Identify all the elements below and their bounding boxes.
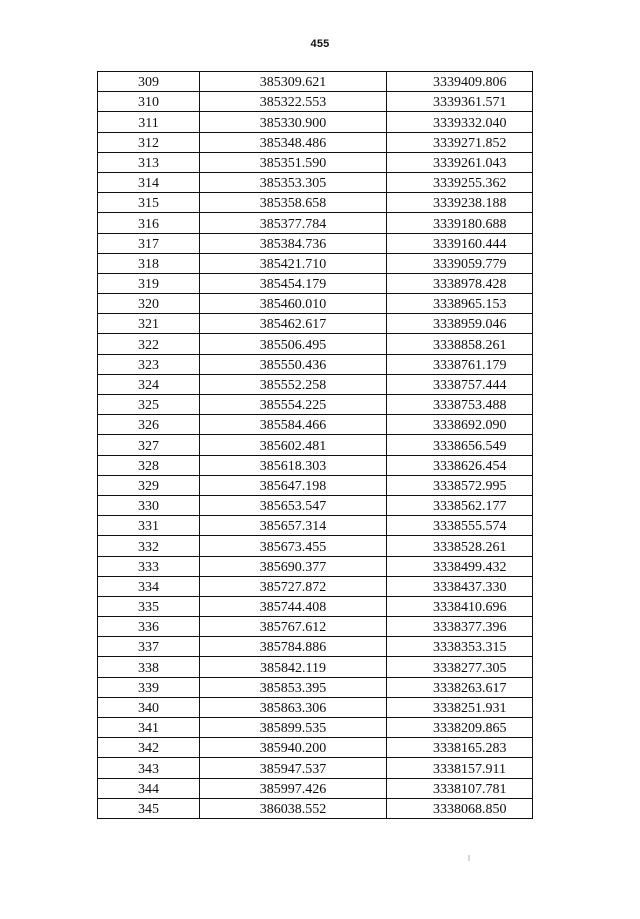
point-number-cell: 311 <box>98 112 200 132</box>
x-coordinate-cell: 385454.179 <box>200 273 387 293</box>
table-row <box>98 253 533 273</box>
x-coordinate-cell: 385899.535 <box>200 718 387 738</box>
x-coordinate-cell: 385744.408 <box>200 596 387 616</box>
y-coordinate-cell: 3338959.046 <box>387 314 533 334</box>
table-row <box>98 556 533 576</box>
point-number-cell: 335 <box>98 596 200 616</box>
table-row <box>98 637 533 657</box>
table-row <box>98 455 533 475</box>
x-coordinate-cell: 385506.495 <box>200 334 387 354</box>
point-number-cell: 326 <box>98 415 200 435</box>
table-row <box>98 132 533 152</box>
table-row <box>98 596 533 616</box>
table-row <box>98 374 533 394</box>
x-coordinate-cell: 385330.900 <box>200 112 387 132</box>
x-coordinate-cell: 385554.225 <box>200 395 387 415</box>
table-row <box>98 657 533 677</box>
y-coordinate-cell: 3338757.444 <box>387 374 533 394</box>
table-row <box>98 273 533 293</box>
y-coordinate-cell: 3338528.261 <box>387 536 533 556</box>
x-coordinate-cell: 385421.710 <box>200 253 387 273</box>
y-coordinate-cell: 3338499.432 <box>387 556 533 576</box>
y-coordinate-cell: 3339261.043 <box>387 152 533 172</box>
table-row <box>98 152 533 172</box>
point-number-cell: 330 <box>98 495 200 515</box>
y-coordinate-cell: 3338656.549 <box>387 435 533 455</box>
point-number-cell: 320 <box>98 294 200 314</box>
x-coordinate-cell: 385947.537 <box>200 758 387 778</box>
y-coordinate-cell: 3338858.261 <box>387 334 533 354</box>
table-row <box>98 738 533 758</box>
table-row <box>98 112 533 132</box>
table-row <box>98 395 533 415</box>
point-number-cell: 325 <box>98 395 200 415</box>
table-row <box>98 72 533 92</box>
x-coordinate-cell: 385653.547 <box>200 495 387 515</box>
scan-mark <box>468 855 470 861</box>
x-coordinate-cell: 385377.784 <box>200 213 387 233</box>
x-coordinate-cell: 385784.886 <box>200 637 387 657</box>
x-coordinate-cell: 385727.872 <box>200 576 387 596</box>
y-coordinate-cell: 3338761.179 <box>387 354 533 374</box>
table-row <box>98 718 533 738</box>
point-number-cell: 328 <box>98 455 200 475</box>
y-coordinate-cell: 3338353.315 <box>387 637 533 657</box>
point-number-cell: 329 <box>98 475 200 495</box>
x-coordinate-cell: 385584.466 <box>200 415 387 435</box>
y-coordinate-cell: 3339160.444 <box>387 233 533 253</box>
table-row <box>98 233 533 253</box>
table-row <box>98 172 533 192</box>
table-row <box>98 193 533 213</box>
x-coordinate-cell: 385348.486 <box>200 132 387 152</box>
y-coordinate-cell: 3338209.865 <box>387 718 533 738</box>
y-coordinate-cell: 3338626.454 <box>387 455 533 475</box>
table-row <box>98 435 533 455</box>
x-coordinate-cell: 385842.119 <box>200 657 387 677</box>
x-coordinate-cell: 385657.314 <box>200 516 387 536</box>
table-row <box>98 758 533 778</box>
point-number-cell: 313 <box>98 152 200 172</box>
y-coordinate-cell: 3338437.330 <box>387 576 533 596</box>
y-coordinate-cell: 3339180.688 <box>387 213 533 233</box>
table-row <box>98 475 533 495</box>
point-number-cell: 309 <box>98 72 200 92</box>
x-coordinate-cell: 385552.258 <box>200 374 387 394</box>
y-coordinate-cell: 3338165.283 <box>387 738 533 758</box>
y-coordinate-cell: 3338068.850 <box>387 798 533 818</box>
point-number-cell: 324 <box>98 374 200 394</box>
point-number-cell: 314 <box>98 172 200 192</box>
table-row <box>98 677 533 697</box>
point-number-cell: 319 <box>98 273 200 293</box>
y-coordinate-cell: 3339361.571 <box>387 92 533 112</box>
table-row <box>98 617 533 637</box>
coordinates-table <box>97 71 533 819</box>
table-row <box>98 354 533 374</box>
table-row <box>98 536 533 556</box>
point-number-cell: 343 <box>98 758 200 778</box>
y-coordinate-cell: 3338753.488 <box>387 395 533 415</box>
y-coordinate-cell: 3338107.781 <box>387 778 533 798</box>
y-coordinate-cell: 3339059.779 <box>387 253 533 273</box>
point-number-cell: 336 <box>98 617 200 637</box>
table-row <box>98 495 533 515</box>
point-number-cell: 345 <box>98 798 200 818</box>
y-coordinate-cell: 3338377.396 <box>387 617 533 637</box>
x-coordinate-cell: 385462.617 <box>200 314 387 334</box>
point-number-cell: 340 <box>98 697 200 717</box>
table-row <box>98 516 533 536</box>
page-number: 455 <box>310 38 330 50</box>
y-coordinate-cell: 3338157.911 <box>387 758 533 778</box>
x-coordinate-cell: 385863.306 <box>200 697 387 717</box>
point-number-cell: 310 <box>98 92 200 112</box>
y-coordinate-cell: 3338692.090 <box>387 415 533 435</box>
x-coordinate-cell: 385853.395 <box>200 677 387 697</box>
y-coordinate-cell: 3339409.806 <box>387 72 533 92</box>
point-number-cell: 316 <box>98 213 200 233</box>
x-coordinate-cell: 386038.552 <box>200 798 387 818</box>
y-coordinate-cell: 3338965.153 <box>387 294 533 314</box>
y-coordinate-cell: 3339238.188 <box>387 193 533 213</box>
y-coordinate-cell: 3338251.931 <box>387 697 533 717</box>
y-coordinate-cell: 3338562.177 <box>387 495 533 515</box>
x-coordinate-cell: 385309.621 <box>200 72 387 92</box>
table-row <box>98 92 533 112</box>
point-number-cell: 323 <box>98 354 200 374</box>
table-row <box>98 334 533 354</box>
y-coordinate-cell: 3339332.040 <box>387 112 533 132</box>
point-number-cell: 331 <box>98 516 200 536</box>
point-number-cell: 333 <box>98 556 200 576</box>
y-coordinate-cell: 3339255.362 <box>387 172 533 192</box>
x-coordinate-cell: 385351.590 <box>200 152 387 172</box>
point-number-cell: 338 <box>98 657 200 677</box>
x-coordinate-cell: 385997.426 <box>200 778 387 798</box>
y-coordinate-cell: 3339271.852 <box>387 132 533 152</box>
point-number-cell: 332 <box>98 536 200 556</box>
table-row <box>98 314 533 334</box>
x-coordinate-cell: 385322.553 <box>200 92 387 112</box>
x-coordinate-cell: 385353.305 <box>200 172 387 192</box>
point-number-cell: 322 <box>98 334 200 354</box>
y-coordinate-cell: 3338410.696 <box>387 596 533 616</box>
x-coordinate-cell: 385384.736 <box>200 233 387 253</box>
table-row <box>98 798 533 818</box>
point-number-cell: 344 <box>98 778 200 798</box>
table-row <box>98 697 533 717</box>
x-coordinate-cell: 385460.010 <box>200 294 387 314</box>
table-row <box>98 778 533 798</box>
point-number-cell: 312 <box>98 132 200 152</box>
x-coordinate-cell: 385940.200 <box>200 738 387 758</box>
table-row <box>98 213 533 233</box>
point-number-cell: 318 <box>98 253 200 273</box>
x-coordinate-cell: 385690.377 <box>200 556 387 576</box>
point-number-cell: 341 <box>98 718 200 738</box>
y-coordinate-cell: 3338277.305 <box>387 657 533 677</box>
x-coordinate-cell: 385602.481 <box>200 435 387 455</box>
y-coordinate-cell: 3338572.995 <box>387 475 533 495</box>
x-coordinate-cell: 385358.658 <box>200 193 387 213</box>
point-number-cell: 334 <box>98 576 200 596</box>
coordinates-table-body <box>98 72 533 819</box>
point-number-cell: 339 <box>98 677 200 697</box>
point-number-cell: 317 <box>98 233 200 253</box>
x-coordinate-cell: 385647.198 <box>200 475 387 495</box>
point-number-cell: 342 <box>98 738 200 758</box>
table-row <box>98 415 533 435</box>
y-coordinate-cell: 3338978.428 <box>387 273 533 293</box>
point-number-cell: 327 <box>98 435 200 455</box>
x-coordinate-cell: 385673.455 <box>200 536 387 556</box>
point-number-cell: 337 <box>98 637 200 657</box>
point-number-cell: 321 <box>98 314 200 334</box>
table-row <box>98 576 533 596</box>
table-row <box>98 294 533 314</box>
x-coordinate-cell: 385767.612 <box>200 617 387 637</box>
x-coordinate-cell: 385618.303 <box>200 455 387 475</box>
x-coordinate-cell: 385550.436 <box>200 354 387 374</box>
y-coordinate-cell: 3338555.574 <box>387 516 533 536</box>
point-number-cell: 315 <box>98 193 200 213</box>
y-coordinate-cell: 3338263.617 <box>387 677 533 697</box>
